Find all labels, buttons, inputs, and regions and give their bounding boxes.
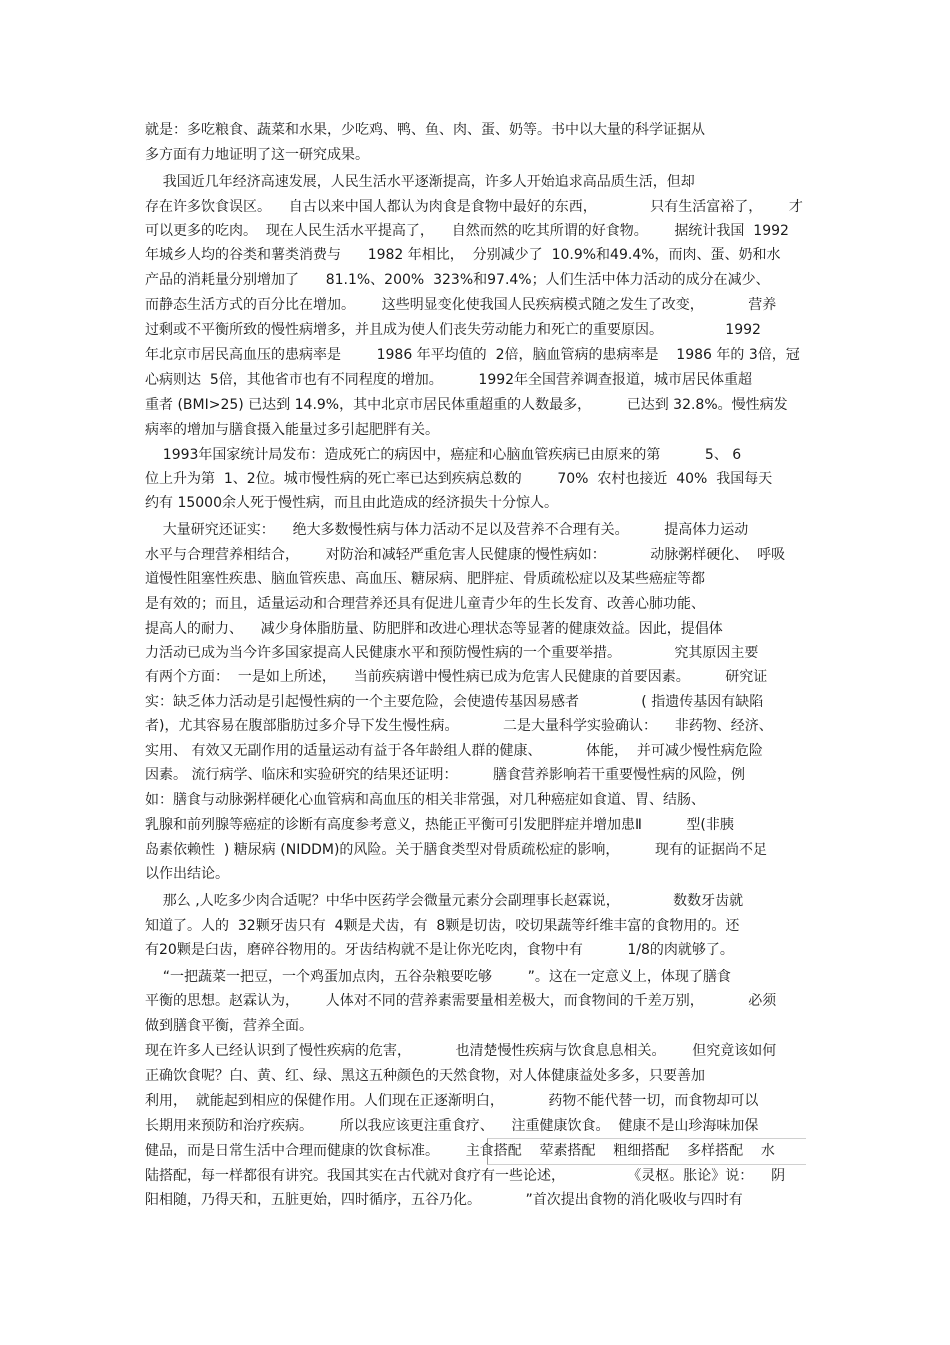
- text-line: 因素。 流行病学、临床和实验研究的结果还证明： 膳食营养影响若干重要慢性病的风险，例: [145, 767, 746, 783]
- text-line: 就是：多吃粮食、蔬菜和水果，少吃鸡、鸭、鱼、肉、蛋、奶等。书中以大量的科学证据从: [145, 122, 705, 138]
- text-line: 正确饮食呢？白、黄、红、绿、黑这五种颜色的天然食物，对人体健康益处多多，只要善加: [145, 1068, 705, 1084]
- text-line: 有20颗是臼齿，磨碎谷物用的。牙齿结构就不是让你光吃肉，食物中有 1/8的肉就够了。: [145, 942, 734, 958]
- text-line: 平衡的思想。赵霖认为， 人体对不同的营养素需要量相差极大，而食物间的千差万别， 必须: [145, 993, 777, 1009]
- text-line: 那么 ,人吃多少肉合适呢？中华中医药学会微量元素分会副理事长赵霖说， 数数牙齿就: [145, 893, 744, 909]
- text-line: 有两个方面： 一是如上所述， 当前疾病谱中慢性病已成为危害人民健康的首要因素。 研究证: [145, 669, 768, 685]
- text-line: 1993年国家统计局发布：造成死亡的病因中，癌症和心脑血管疾病已由原来的第 5、 6: [145, 447, 742, 463]
- text-line: 心病则达 5倍，其他省市也有不同程度的增加。 1992年全国营养调查报道，城市居民体重超: [145, 372, 753, 388]
- text-line: 健品，而是日常生活中合理而健康的饮食标准。 主食搭配 荤素搭配 粗细搭配 多样搭配 水: [145, 1143, 775, 1159]
- text-line: 做到膳食平衡，营养全面。: [145, 1018, 313, 1034]
- text-line: 提高人的耐力、 减少身体脂肪量、防肥胖和改进心理状态等显著的健康效益。因此，提倡体: [145, 621, 723, 637]
- text-line: 存在许多饮食误区。 自古以来中国人都认为肉食是食物中最好的东西， 只有生活富裕了， 才: [145, 199, 803, 215]
- text-line: 道慢性阻塞性疾患、脑血管疾患、高血压、糖尿病、肥胖症、骨质疏松症以及某些癌症等都: [145, 571, 705, 587]
- text-line: 以作出结论。: [145, 866, 229, 882]
- text-line: 产品的消耗量分别增加了 81.1%、200% 323%和97.4%；人们生活中体力活动的成分在减少、: [145, 272, 770, 288]
- text-line: 者)，尤其容易在腹部脂肪过多介导下发生慢性病。 二是大量科学实验确认： 非药物、经济、: [145, 718, 773, 734]
- text-line: 过剩或不平衡所致的慢性病增多，并且成为使人们丧失劳动能力和死亡的重要原因。 1992: [145, 322, 761, 338]
- text-line: 大量研究还证实： 绝大多数慢性病与体力活动不足以及营养不合理有关。 提高体力运动: [145, 522, 749, 538]
- text-line: 实用、 有效又无副作用的适量运动有益于各年龄组人群的健康、 体能， 并可减少慢性病危险: [145, 743, 763, 759]
- text-line: 位上升为第 1、2位。城市慢性病的死亡率已达到疾病总数的 70% 农村也接近 40% 我国每天: [145, 471, 773, 487]
- text-line: 约有 15000余人死于慢性病，而且由此造成的经济损失十分惊人。: [145, 495, 558, 511]
- text-line: 是有效的；而且，适量运动和合理营养还具有促进儿童青少年的生长发育、改善心肺功能、: [145, 596, 705, 612]
- text-line: 陆搭配，每一样都很有讲究。我国其实在古代就对食疗有一些论述， 《灵枢。胀论》说： 阴: [145, 1168, 786, 1184]
- text-line: 力活动已成为当今许多国家提高人民健康水平和预防慢性病的一个重要举措。 究其原因主要: [145, 645, 759, 661]
- text-line: 知道了。人的 32颗牙齿只有 4颗是犬齿，有 8颗是切齿，咬切果蔬等纤维丰富的食物用的。还: [145, 918, 740, 934]
- text-line: 而静态生活方式的百分比在增加。 这些明显变化使我国人民疾病模式随之发生了改变， 营养: [145, 297, 777, 313]
- text-line: 年北京市居民高血压的患病率是 1986 年平均值的 2倍，脑血管病的患病率是 1986 年的 3倍，冠: [145, 347, 800, 363]
- text-line: 实：缺乏体力活动是引起慢性病的一个主要危险，会使遗传基因易感者 ( 指遗传基因有缺陷: [145, 694, 764, 710]
- text-line: 年城乡人均的谷类和薯类消费与 1982 年相比， 分别减少了 10.9%和49.4%，而肉、蛋、奶和水: [145, 247, 781, 263]
- text-line: 阳相随，乃得天和，五脏更始，四时循序，五谷乃化。 ”首次提出食物的消化吸收与四时有: [145, 1192, 743, 1208]
- text-line: 水平与合理营养相结合， 对防治和减轻严重危害人民健康的慢性病如： 动脉粥样硬化、 呼吸: [145, 547, 786, 563]
- text-line: 乳腺和前列腺等癌症的诊断有高度参考意义，热能正平衡可引发肥胖症并增加患Ⅱ 型(非胰: [145, 817, 734, 833]
- text-line: 我国近几年经济高速发展，人民生活水平逐渐提高，许多人开始追求高品质生活，但却: [145, 174, 695, 190]
- text-line: 如：膳食与动脉粥样硬化心血管病和高血压的相关非常强，对几种癌症如食道、胃、结肠、: [145, 792, 705, 808]
- text-line: 重者 (BMI>25) 已达到 14.9%，其中北京市居民体重超重的人数最多， 已达到 32.8%。慢性病发: [145, 397, 788, 413]
- text-line: “一把蔬菜一把豆，一个鸡蛋加点肉，五谷杂粮要吃够 ”。这在一定意义上，体现了膳食: [145, 969, 731, 985]
- text-line: 岛素依赖性 ) 糖尿病 (NIDDM)的风险。关于膳食类型对骨质疏松症的影响， 现有的证据尚不足: [145, 842, 768, 858]
- text-line: 现在许多人已经认识到了慢性疾病的危害， 也清楚慢性疾病与饮食息息相关。 但究竟该如何: [145, 1043, 777, 1059]
- text-line: 长期用来预防和治疗疾病。 所以我应该更注重食疗、 注重健康饮食。 健康不是山珍海味加保: [145, 1118, 759, 1134]
- text-line: 病率的增加与膳食摄入能量过多引起肥胖有关。: [145, 422, 439, 438]
- text-line: 多方面有力地证明了这一研究成果。: [145, 147, 369, 163]
- text-line: 利用， 就能起到相应的保健作用。人们现在正逐渐明白， 药物不能代替一切，而食物却可以: [145, 1093, 759, 1109]
- text-line: 可以更多的吃肉。 现在人民生活水平提高了， 自然而然的吃其所谓的好食物。 据统计我国 1992: [145, 223, 789, 239]
